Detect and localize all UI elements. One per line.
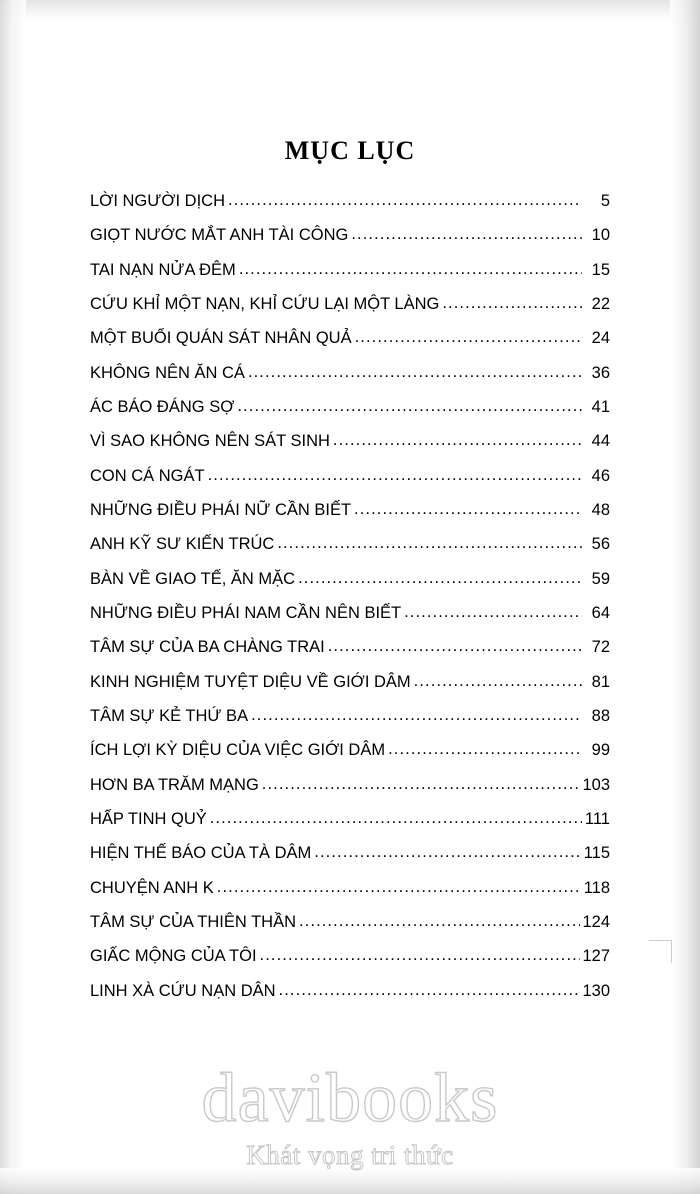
toc-entry-page: 44 [591, 432, 610, 451]
toc-leader-dots [404, 606, 582, 622]
toc-entry-page: 64 [591, 603, 610, 622]
toc-entry-label: HIỆN THẾ BÁO CỦA TÀ DÂM [90, 844, 312, 863]
toc-leader-dots [298, 572, 582, 588]
toc-entry-page: 81 [591, 672, 610, 691]
toc-entry-list [90, 192, 610, 1000]
toc-leader-dots [277, 537, 582, 553]
toc-entry-page: 10 [591, 226, 610, 245]
toc-leader-dots [299, 915, 580, 931]
toc-entry[interactable] [90, 192, 610, 210]
toc-entry-page: 111 [584, 809, 610, 828]
toc-entry-label: NHỮNG ĐIỀU PHÁI NỮ CẦN BIẾT [90, 500, 352, 519]
toc-entry-label: TÂM SỰ KẺ THỨ BA [90, 706, 249, 725]
toc-entry-label: KINH NGHIỆM TUYỆT DIỆU VỀ GIỚI DÂM [90, 672, 411, 691]
toc-entry[interactable] [90, 947, 610, 965]
toc-entry[interactable] [90, 982, 610, 1000]
watermark-tagline: Khát vọng tri thức [246, 1140, 454, 1170]
toc-leader-dots [251, 709, 582, 725]
toc-entry-page: 127 [582, 947, 610, 966]
toc-entry-page: 118 [583, 878, 610, 897]
toc-entry-label: CHUYỆN ANH K [90, 878, 214, 897]
toc-entry-page: 124 [582, 912, 610, 931]
toc-entry-label: KHÔNG NÊN ĂN CÁ [90, 363, 245, 382]
toc-entry-page: 88 [591, 706, 610, 725]
toc-leader-dots [248, 366, 582, 382]
toc-entry-label: TÂM SỰ CỦA THIÊN THẦN [90, 912, 297, 931]
toc-leader-dots [237, 400, 582, 416]
toc-leader-dots [442, 297, 582, 313]
toc-entry-label: CON CÁ NGÁT [90, 466, 205, 485]
toc-entry-label: BÀN VỀ GIAO TẾ, ĂN MẶC [90, 569, 296, 588]
toc-entry[interactable] [90, 707, 610, 725]
toc-leader-dots [414, 675, 582, 691]
toc-entry[interactable] [90, 844, 610, 862]
page-edge-shadow-bottom [0, 1168, 700, 1194]
toc-entry[interactable] [90, 535, 610, 553]
toc-entry-label: HẤP TINH QUỶ [90, 809, 207, 828]
toc-leader-dots [260, 949, 581, 965]
toc-entry-page: 48 [591, 500, 610, 519]
toc-entry-page: 130 [582, 981, 610, 1000]
toc-entry-label: ÍCH LỢI KỲ DIỆU CỦA VIỆC GIỚI DÂM [90, 741, 386, 760]
toc-entry[interactable] [90, 638, 610, 656]
toc-leader-dots [333, 434, 582, 450]
toc-entry-page: 36 [591, 363, 610, 382]
toc-entry-label: ANH KỸ SƯ KIẾN TRÚC [90, 535, 275, 554]
toc-leader-dots [354, 503, 582, 519]
toc-leader-dots [328, 640, 582, 656]
watermark [0, 1060, 700, 1171]
toc-entry[interactable] [90, 467, 610, 485]
page-title: MỤC LỤC [284, 136, 416, 165]
toc-entry[interactable] [90, 226, 610, 244]
toc-entry-page: 115 [583, 844, 610, 863]
toc-entry-label: GIẤC MỘNG CỦA TÔI [90, 947, 257, 966]
toc-entry-label: CỨU KHỈ MỘT NẠN, KHỈ CỨU LẠI MỘT LÀNG [90, 294, 440, 313]
toc-entry-label: LỜI NGƯỜI DỊCH [90, 192, 225, 210]
toc-entry[interactable] [90, 879, 610, 897]
toc-entry-page: 15 [591, 260, 610, 279]
toc-entry-page: 5 [600, 192, 610, 210]
toc-entry[interactable] [90, 432, 610, 450]
toc-entry[interactable] [90, 398, 610, 416]
toc-entry-page: 72 [591, 638, 610, 657]
toc-leader-dots [388, 743, 582, 759]
toc-entry-label: NHỮNG ĐIỀU PHÁI NAM CẦN NÊN BIẾT [90, 603, 402, 622]
toc-entry-label: VÌ SAO KHÔNG NÊN SÁT SINH [90, 432, 330, 451]
toc-entry[interactable] [90, 776, 610, 794]
toc-entry-page: 22 [591, 294, 610, 313]
toc-entry-page: 56 [591, 535, 610, 554]
toc-entry[interactable] [90, 295, 610, 313]
watermark-brand: davibooks [201, 1060, 499, 1137]
toc-entry[interactable] [90, 329, 610, 347]
toc-entry-label: LINH XÀ CỨU NẠN DÂN [90, 981, 276, 1000]
toc-leader-dots [351, 228, 582, 244]
toc-entry[interactable] [90, 810, 610, 828]
toc-leader-dots [314, 846, 581, 862]
toc-leader-dots [279, 984, 581, 1000]
toc-entry-page: 46 [591, 466, 610, 485]
toc-leader-dots [355, 331, 582, 347]
toc-entry[interactable] [90, 741, 610, 759]
toc-leader-dots [217, 881, 582, 897]
toc-entry-label: ÁC BÁO ĐÁNG SỢ [90, 397, 235, 416]
toc-entry[interactable] [90, 673, 610, 691]
toc-entry[interactable] [90, 364, 610, 382]
toc-entry[interactable] [90, 570, 610, 588]
toc-entry-page: 41 [591, 397, 610, 416]
toc-entry-label: HƠN BA TRĂM MẠNG [90, 775, 259, 794]
toc-leader-dots [239, 263, 582, 279]
toc-entry-label: TAI NẠN NỬA ĐÊM [90, 260, 236, 279]
toc-entry-label: GIỌT NƯỚC MẮT ANH TÀI CÔNG [90, 226, 349, 245]
toc-entry[interactable] [90, 604, 610, 622]
toc-entry-page: 24 [591, 329, 610, 348]
toc-entry-page: 99 [591, 741, 610, 760]
toc-leader-dots [210, 812, 582, 828]
toc-entry-page: 103 [582, 775, 610, 794]
toc-entry[interactable] [90, 501, 610, 519]
toc-entry-label: MỘT BUỔI QUÁN SÁT NHÂN QUẢ [90, 329, 352, 348]
toc-entry-page: 59 [591, 569, 610, 588]
toc-entry[interactable] [90, 261, 610, 279]
toc-entry-label: TÂM SỰ CỦA BA CHÀNG TRAI [90, 638, 325, 657]
toc-leader-dots [262, 778, 581, 794]
toc-leader-dots [208, 469, 582, 485]
toc-entry[interactable] [90, 913, 610, 931]
toc-leader-dots [228, 194, 582, 210]
